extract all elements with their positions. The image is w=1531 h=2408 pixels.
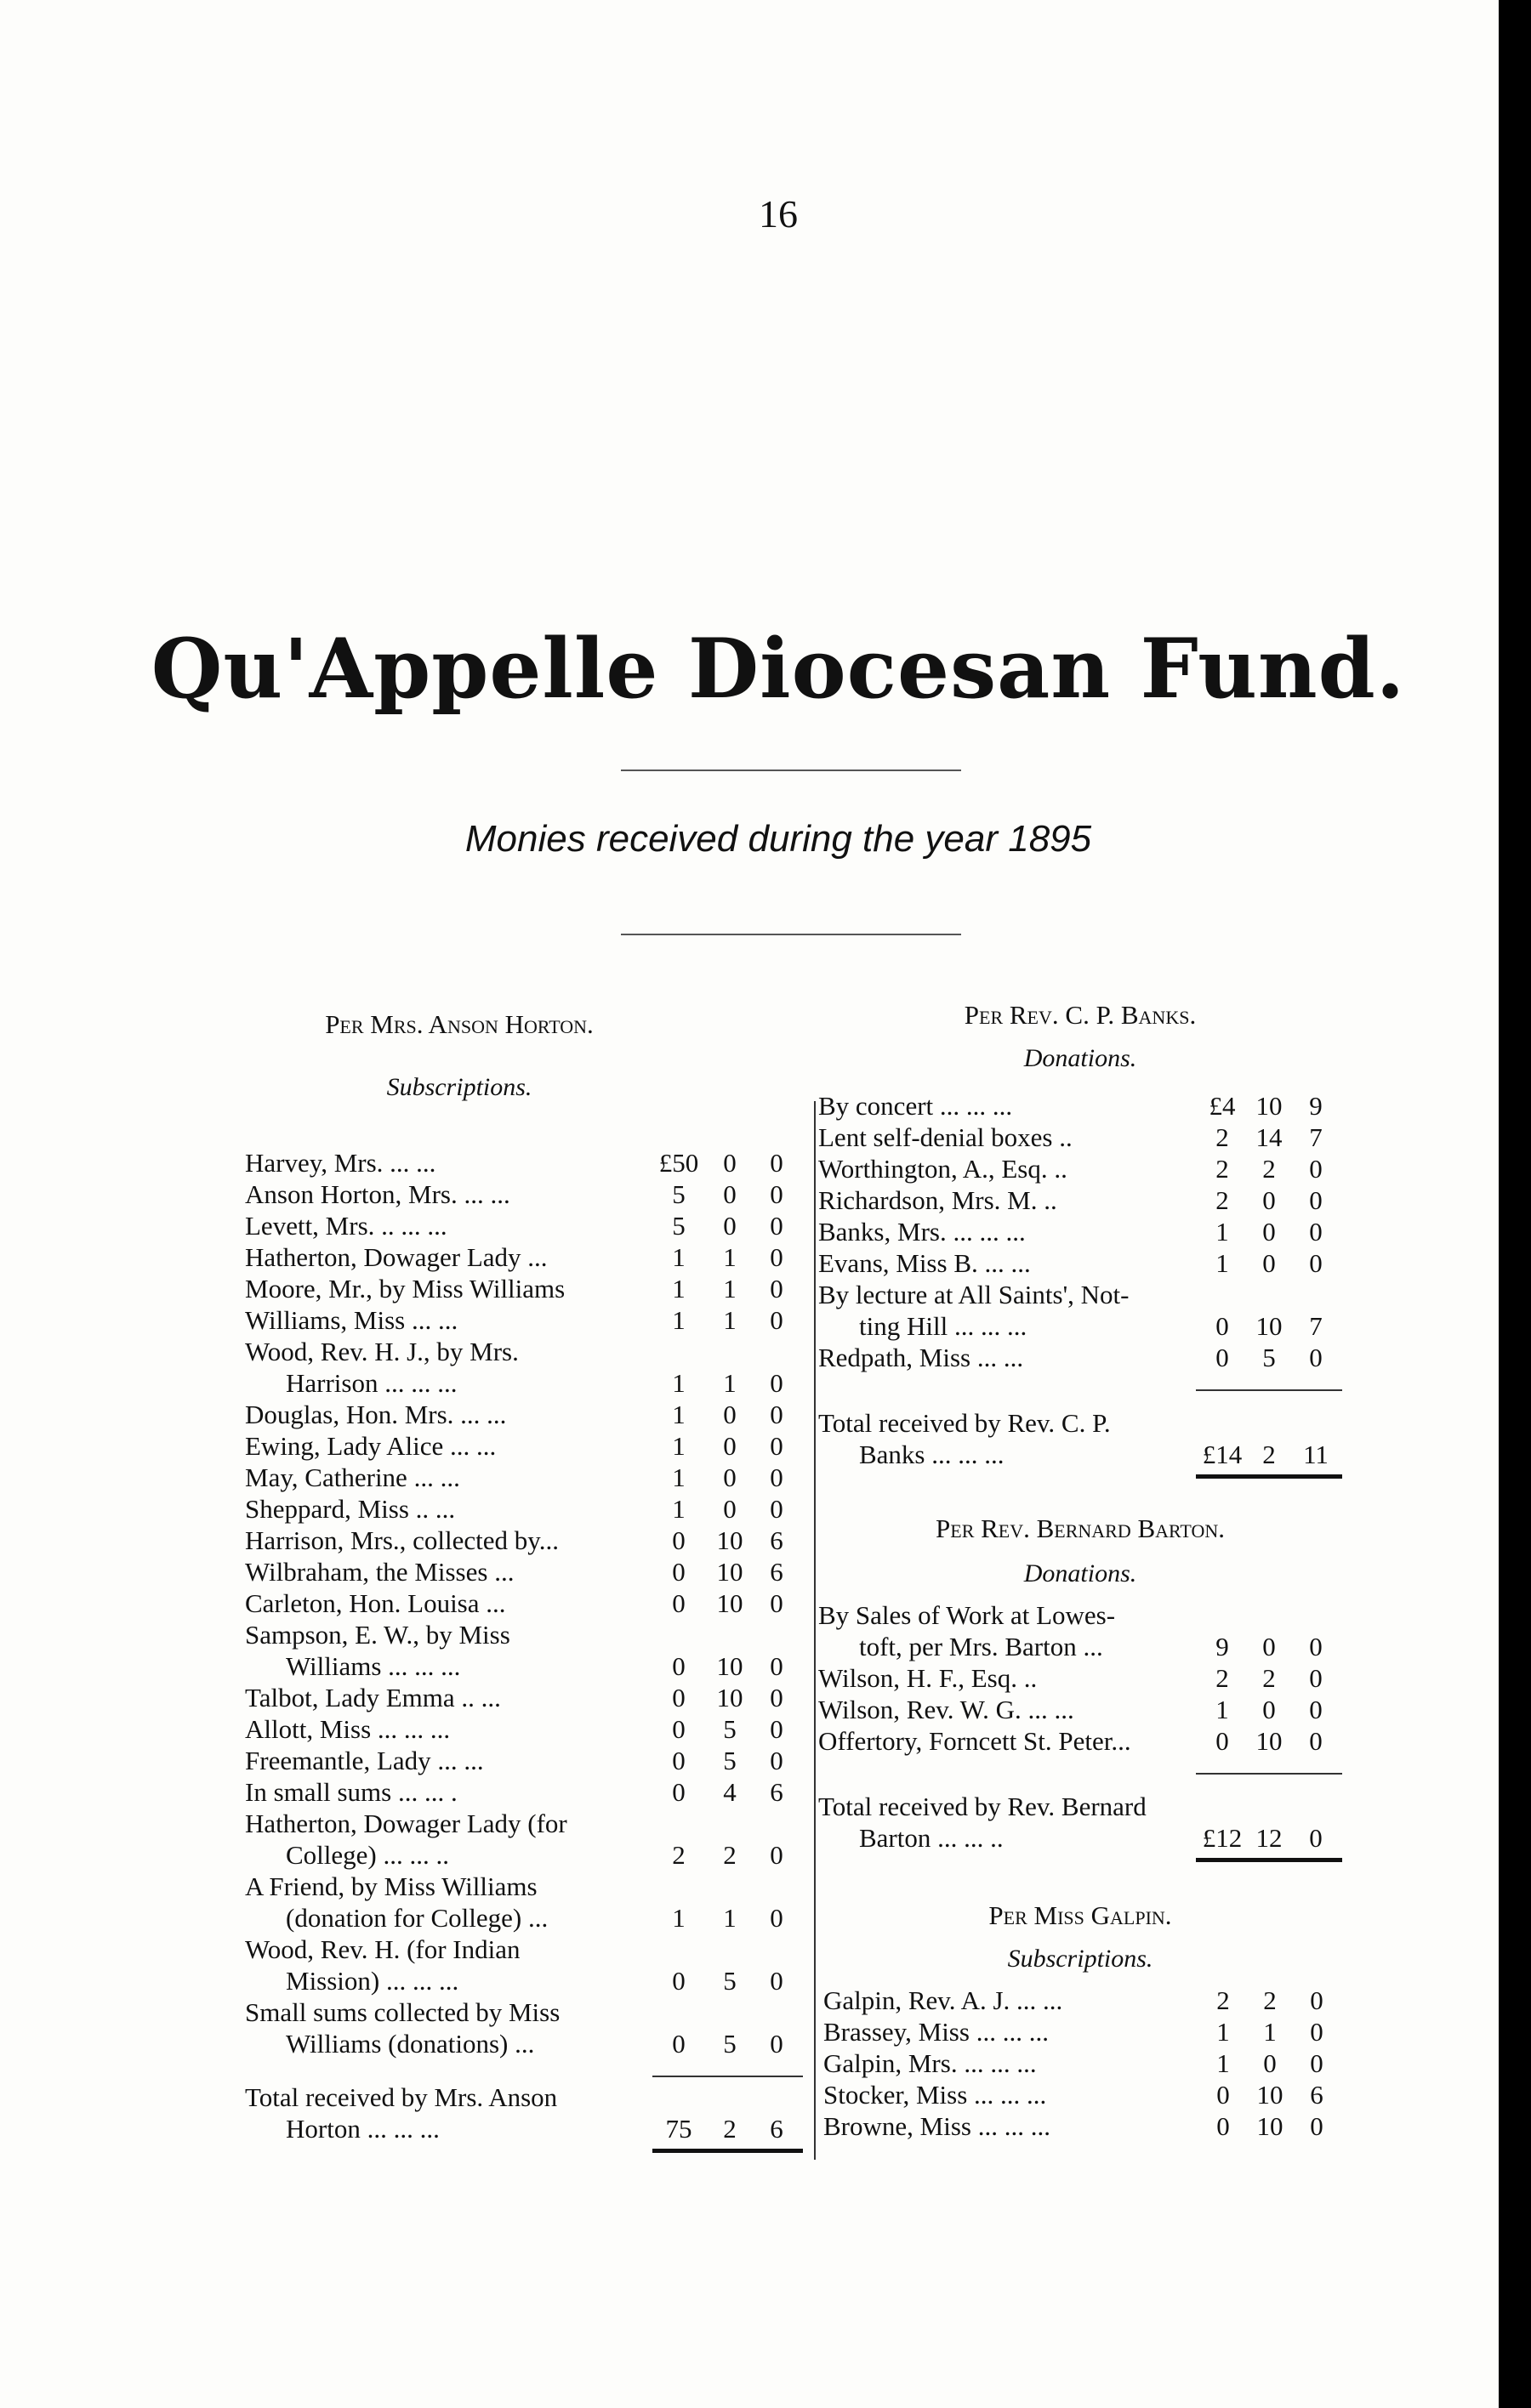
entry-row: [245, 1462, 798, 1493]
entry-row: [245, 1274, 798, 1304]
entry-row: [818, 1154, 1363, 1184]
amount-shillings: 0: [723, 1211, 737, 1241]
entry-label: Browne, Miss ... ... ...: [823, 2111, 1050, 2141]
entry-row: [823, 2080, 1368, 2110]
amount-pounds: £4: [1209, 1091, 1236, 1121]
entry-label: Anson Horton, Mrs. ... ...: [245, 1179, 510, 1209]
entry-row: [823, 2048, 1368, 2079]
entry-label: Douglas, Hon. Mrs. ... ...: [245, 1400, 507, 1429]
entry-label: Allott, Miss ... ... ...: [245, 1714, 451, 1744]
amount-pounds: 1: [1216, 2017, 1230, 2047]
page-title: Qu'Appelle Diocesan Fund.: [151, 621, 1406, 717]
entry-label: A Friend, by Miss Williams: [245, 1871, 538, 1901]
entry-row: [818, 1280, 1363, 1310]
amount-shillings: 1: [723, 1274, 737, 1303]
amount-pounds: 0: [672, 1966, 686, 1996]
amount-pounds: 0: [672, 1525, 686, 1555]
amount-shillings: 5: [1262, 1343, 1276, 1372]
amount-shillings: 0: [1262, 1695, 1276, 1724]
entry-label: Lent self-denial boxes ..: [818, 1122, 1073, 1152]
total-row: [818, 1792, 1363, 1822]
entry-label: Richardson, Mrs. M. ..: [818, 1185, 1057, 1215]
entry-row: [245, 1368, 798, 1399]
amount-shillings: 1: [723, 1903, 737, 1933]
entry-row: [245, 1651, 798, 1682]
amount-pence: 0: [770, 1840, 783, 1870]
amount-pence: 6: [770, 1525, 783, 1555]
amount-pence: 6: [770, 1777, 783, 1807]
entry-label: Offertory, Forncett St. Peter...: [818, 1726, 1131, 1756]
entry-label: May, Catherine ... ...: [245, 1462, 460, 1492]
amount-shillings: 1: [723, 1368, 737, 1398]
entry-row: [245, 1211, 798, 1241]
amount-shillings: 0: [723, 1179, 737, 1209]
entry-row: [823, 1985, 1368, 2016]
section-subheading-barton: Donations.: [1023, 1559, 1137, 1587]
amount-shillings: 5: [723, 1714, 737, 1744]
section-heading-galpin: Per Miss Galpin.: [988, 1900, 1172, 1930]
amount-shillings: 0: [1262, 1248, 1276, 1278]
amount-pence: 0: [770, 1651, 783, 1681]
amount-pounds: 2: [672, 1840, 686, 1870]
amount-pence: 0: [770, 1494, 783, 1524]
amount-pence: 0: [1310, 1985, 1323, 2015]
entry-row: [245, 1809, 798, 1839]
entry-label: Evans, Miss B. ... ...: [818, 1248, 1031, 1278]
total-amount-pounds: £12: [1202, 1823, 1243, 1853]
entry-label: Harrison, Mrs., collected by...: [245, 1525, 560, 1555]
amount-shillings: 0: [723, 1431, 737, 1461]
entry-row: [245, 1494, 798, 1525]
amount-shillings: 10: [1256, 2080, 1283, 2110]
entry-label: In small sums ... ... .: [245, 1777, 458, 1807]
total-amount-shillings: 2: [723, 2114, 737, 2144]
entry-row: [818, 1248, 1363, 1279]
amount-shillings: 1: [723, 1305, 737, 1335]
entry-label: Wood, Rev. H. J., by Mrs.: [245, 1337, 519, 1366]
entry-row: [245, 1337, 798, 1367]
amount-pence: 0: [770, 2029, 783, 2059]
amount-pounds: 0: [672, 2029, 686, 2059]
entry-row: [245, 1148, 798, 1178]
entry-row: [818, 1663, 1363, 1694]
amount-pounds: 2: [1215, 1663, 1229, 1693]
total-label: Barton ... ... ..: [859, 1823, 1004, 1853]
amount-pounds: 1: [672, 1368, 686, 1398]
total-row: [245, 2082, 798, 2113]
entry-row: [818, 1185, 1363, 1216]
total-label: Total received by Rev. Bernard: [818, 1792, 1147, 1821]
amount-pence: 0: [1309, 1695, 1323, 1724]
entry-row: [245, 1557, 798, 1587]
amount-pence: 0: [770, 1368, 783, 1398]
entry-row: [245, 1746, 798, 1776]
section-heading-horton: Per Mrs. Anson Horton.: [325, 1009, 594, 1039]
amount-pounds: 1: [1215, 1695, 1229, 1724]
entry-row: [823, 2111, 1368, 2142]
entry-label: Sheppard, Miss .. ...: [245, 1494, 456, 1524]
amount-pounds: 1: [1215, 1217, 1229, 1247]
total-row: [818, 1823, 1363, 1854]
amount-shillings: 0: [1262, 1217, 1276, 1247]
amount-shillings: 14: [1255, 1122, 1283, 1152]
amount-pence: 0: [770, 1242, 783, 1272]
amount-shillings: 10: [716, 1588, 743, 1618]
entry-label: ting Hill ... ... ...: [859, 1311, 1027, 1341]
amount-pence: 0: [1310, 2048, 1323, 2078]
amount-pounds: 5: [672, 1211, 686, 1241]
amount-pence: 7: [1309, 1311, 1323, 1341]
amount-shillings: 1: [723, 1242, 737, 1272]
total-amount-pounds: £14: [1202, 1440, 1243, 1469]
column-divider: [814, 1101, 816, 2160]
amount-pounds: 1: [672, 1903, 686, 1933]
amount-pounds: 0: [1216, 2080, 1230, 2110]
entry-row: [245, 1305, 798, 1336]
total-label: Total received by Rev. C. P.: [818, 1408, 1111, 1438]
amount-pence: 0: [770, 1211, 783, 1241]
amount-pence: 0: [1309, 1248, 1323, 1278]
amount-pence: 0: [770, 1588, 783, 1618]
amount-pence: 0: [1310, 2111, 1323, 2141]
entry-row: [245, 1934, 798, 1965]
entry-row: [245, 1400, 798, 1430]
entry-label: Hatherton, Dowager Lady (for: [245, 1809, 567, 1838]
entry-row: [245, 1431, 798, 1462]
entry-row: [245, 1179, 798, 1210]
entry-label: Galpin, Rev. A. J. ... ...: [823, 1985, 1063, 2015]
amount-shillings: 1: [1263, 2017, 1277, 2047]
entry-row: [245, 1242, 798, 1273]
total-amount-pounds: 75: [665, 2114, 692, 2144]
entry-label: Freemantle, Lady ... ...: [245, 1746, 484, 1775]
amount-pounds: 2: [1216, 1985, 1230, 2015]
entry-row: [245, 1525, 798, 1556]
amount-pounds: 1: [672, 1305, 686, 1335]
amount-pounds: 1: [672, 1431, 686, 1461]
amount-pounds: 2: [1215, 1185, 1229, 1215]
entry-label: By Sales of Work at Lowes-: [818, 1600, 1116, 1630]
entry-row: [245, 1840, 798, 1871]
entry-label: Williams ... ... ...: [286, 1651, 461, 1681]
amount-shillings: 0: [723, 1400, 737, 1429]
total-label: Banks ... ... ...: [859, 1440, 1005, 1469]
page-subtitle: Monies received during the year 1895: [464, 818, 1092, 860]
amount-pounds: 0: [672, 1746, 686, 1775]
amount-pounds: £50: [658, 1148, 699, 1178]
amount-pence: 0: [1309, 1663, 1323, 1693]
entry-label: Levett, Mrs. .. ... ...: [245, 1211, 447, 1241]
amount-shillings: 0: [723, 1462, 737, 1492]
amount-pounds: 5: [672, 1179, 686, 1209]
entry-label: Redpath, Miss ... ...: [818, 1343, 1024, 1372]
amount-pence: 0: [770, 1462, 783, 1492]
entry-label: Harrison ... ... ...: [286, 1368, 458, 1398]
entry-row: [245, 1714, 798, 1745]
total-row: [818, 1440, 1363, 1470]
amount-pence: 0: [1309, 1632, 1323, 1661]
amount-pounds: 0: [672, 1714, 686, 1744]
entry-label: Wood, Rev. H. (for Indian: [245, 1934, 521, 1964]
amount-pounds: 1: [672, 1242, 686, 1272]
entry-label: Carleton, Hon. Louisa ...: [245, 1588, 506, 1618]
amount-shillings: 0: [1263, 2048, 1277, 2078]
amount-shillings: 2: [1262, 1154, 1276, 1184]
total-amount-shillings: 12: [1255, 1823, 1283, 1853]
amount-pence: 9: [1309, 1091, 1323, 1121]
entry-row: [245, 1777, 798, 1808]
entry-row: [823, 2017, 1368, 2047]
total-amount-pence: 11: [1303, 1440, 1329, 1469]
amount-shillings: 5: [723, 1746, 737, 1775]
entry-row: [245, 1997, 798, 2028]
amount-pence: 0: [1309, 1726, 1323, 1756]
entry-row: [818, 1343, 1363, 1373]
amount-pounds: 2: [1215, 1122, 1229, 1152]
amount-pence: 7: [1309, 1122, 1323, 1152]
page-number: 16: [759, 192, 798, 236]
sum-rule: [1196, 1389, 1342, 1391]
entry-row: [245, 1871, 798, 1902]
amount-pence: 0: [770, 1148, 783, 1178]
amount-pence: 0: [1309, 1185, 1323, 1215]
entry-label: Wilbraham, the Misses ...: [245, 1557, 515, 1587]
amount-pounds: 1: [672, 1494, 686, 1524]
entry-row: [818, 1600, 1363, 1631]
amount-pence: 6: [1310, 2080, 1323, 2110]
amount-pence: 0: [770, 1179, 783, 1209]
amount-pounds: 1: [672, 1462, 686, 1492]
title-divider: [621, 770, 961, 771]
entry-label: Wilson, H. F., Esq. ..: [818, 1663, 1038, 1693]
amount-pounds: 0: [672, 1557, 686, 1587]
entry-row: [818, 1217, 1363, 1247]
amount-shillings: 10: [1255, 1726, 1283, 1756]
amount-pounds: 9: [1215, 1632, 1229, 1661]
amount-pounds: 0: [1215, 1726, 1229, 1756]
total-underline: [652, 2149, 803, 2153]
entry-label: Mission) ... ... ...: [286, 1966, 459, 1996]
section-subheading-horton: Subscriptions.: [386, 1073, 532, 1101]
amount-pence: 0: [770, 1714, 783, 1744]
amount-pounds: 0: [672, 1683, 686, 1712]
amount-pounds: 0: [1216, 2111, 1230, 2141]
entry-row: [245, 1903, 798, 1934]
entry-label: Talbot, Lady Emma .. ...: [245, 1683, 501, 1712]
entry-label: Harvey, Mrs. ... ...: [245, 1148, 436, 1178]
amount-pence: 0: [1309, 1154, 1323, 1184]
amount-shillings: 0: [723, 1148, 737, 1178]
section-subheading-galpin: Subscriptions.: [1007, 1945, 1153, 1973]
entry-label: (donation for College) ...: [286, 1903, 549, 1933]
entry-row: [818, 1091, 1363, 1122]
entry-label: Stocker, Miss ... ... ...: [823, 2080, 1047, 2110]
entry-row: [818, 1695, 1363, 1725]
entry-label: Williams, Miss ... ...: [245, 1305, 458, 1335]
amount-pence: 0: [770, 1966, 783, 1996]
total-label: Horton ... ... ...: [286, 2114, 440, 2144]
amount-shillings: 10: [716, 1651, 743, 1681]
entry-label: Worthington, A., Esq. ..: [818, 1154, 1067, 1184]
amount-shillings: 0: [1262, 1632, 1276, 1661]
amount-pence: 0: [1309, 1217, 1323, 1247]
total-underline: [1196, 1474, 1342, 1479]
entry-row: [245, 1966, 798, 1996]
amount-shillings: 10: [716, 1525, 743, 1555]
total-amount-pence: 0: [1309, 1823, 1323, 1853]
entry-row: [818, 1632, 1363, 1662]
amount-pence: 0: [1309, 1343, 1323, 1372]
amount-pounds: 0: [1215, 1343, 1229, 1372]
amount-pounds: 2: [1215, 1154, 1229, 1184]
amount-shillings: 2: [1262, 1663, 1276, 1693]
amount-shillings: 10: [1255, 1091, 1283, 1121]
entry-label: Moore, Mr., by Miss Williams: [245, 1274, 566, 1303]
entry-row: [245, 1683, 798, 1713]
entry-label: By concert ... ... ...: [818, 1091, 1013, 1121]
amount-shillings: 5: [723, 2029, 737, 2059]
total-amount-shillings: 2: [1262, 1440, 1276, 1469]
entry-row: [818, 1311, 1363, 1342]
sum-rule: [1196, 1773, 1342, 1775]
entry-label: Sampson, E. W., by Miss: [245, 1620, 510, 1650]
amount-pence: 0: [770, 1746, 783, 1775]
amount-shillings: 0: [1262, 1185, 1276, 1215]
section-heading-banks: Per Rev. C. P. Banks.: [964, 1000, 1197, 1030]
entry-label: Small sums collected by Miss: [245, 1997, 561, 2027]
amount-pence: 0: [770, 1274, 783, 1303]
amount-shillings: 2: [1263, 1985, 1277, 2015]
amount-pounds: 0: [672, 1777, 686, 1807]
total-row: [245, 2114, 798, 2144]
amount-shillings: 4: [723, 1777, 737, 1807]
subtitle-divider: [621, 934, 961, 935]
amount-shillings: 10: [1256, 2111, 1283, 2141]
entry-row: [818, 1726, 1363, 1757]
entry-label: Galpin, Mrs. ... ... ...: [823, 2048, 1037, 2078]
amount-pence: 6: [770, 1557, 783, 1587]
entry-label: College) ... ... ..: [286, 1840, 449, 1870]
amount-pence: 0: [1310, 2017, 1323, 2047]
entry-label: toft, per Mrs. Barton ...: [859, 1632, 1103, 1661]
amount-shillings: 10: [716, 1557, 743, 1587]
amount-pence: 0: [770, 1431, 783, 1461]
amount-pence: 0: [770, 1683, 783, 1712]
total-row: [818, 1408, 1363, 1439]
amount-pence: 0: [770, 1400, 783, 1429]
entry-row: [245, 1588, 798, 1619]
entry-label: Ewing, Lady Alice ... ...: [245, 1431, 497, 1461]
amount-shillings: 2: [723, 1840, 737, 1870]
amount-pence: 0: [770, 1903, 783, 1933]
amount-shillings: 0: [723, 1494, 737, 1524]
amount-shillings: 10: [716, 1683, 743, 1712]
entry-row: [245, 1620, 798, 1650]
entry-label: By lecture at All Saints', Not-: [818, 1280, 1130, 1309]
sum-rule: [652, 2076, 803, 2077]
amount-pounds: 0: [672, 1651, 686, 1681]
entry-row: [245, 2029, 798, 2059]
amount-pounds: 0: [672, 1588, 686, 1618]
amount-pounds: 1: [1215, 1248, 1229, 1278]
entry-label: Brassey, Miss ... ... ...: [823, 2017, 1049, 2047]
section-heading-barton: Per Rev. Bernard Barton.: [936, 1514, 1225, 1543]
amount-pounds: 1: [1216, 2048, 1230, 2078]
total-underline: [1196, 1858, 1342, 1862]
amount-pounds: 1: [672, 1274, 686, 1303]
amount-pence: 0: [770, 1305, 783, 1335]
total-amount-pence: 6: [770, 2114, 783, 2144]
amount-shillings: 10: [1255, 1311, 1283, 1341]
amount-pounds: 0: [1215, 1311, 1229, 1341]
entry-label: Banks, Mrs. ... ... ...: [818, 1217, 1026, 1247]
amount-pounds: 1: [672, 1400, 686, 1429]
section-subheading-banks: Donations.: [1023, 1044, 1137, 1072]
entry-row: [818, 1122, 1363, 1153]
total-label: Total received by Mrs. Anson: [245, 2082, 558, 2112]
entry-label: Williams (donations) ...: [286, 2029, 535, 2059]
amount-shillings: 5: [723, 1966, 737, 1996]
entry-label: Hatherton, Dowager Lady ...: [245, 1242, 548, 1272]
entry-label: Wilson, Rev. W. G. ... ...: [818, 1695, 1074, 1724]
